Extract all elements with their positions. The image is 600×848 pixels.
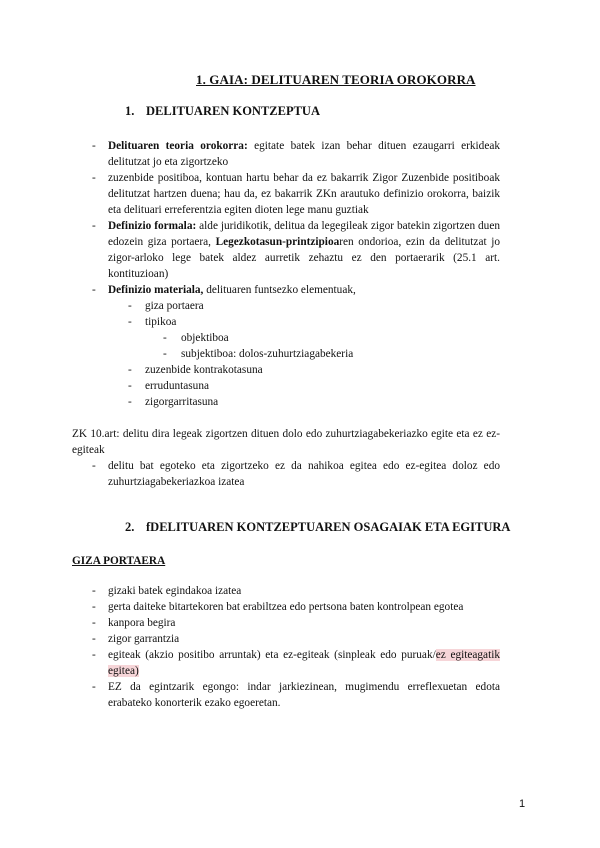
bullet-definizio-materiala	[108, 282, 500, 298]
section-2-heading: fDELITUAREN KONTZEPTUAREN OSAGAIAK ETA EGITURA	[146, 520, 511, 534]
bullet-text: egitate batek izan behar dituen ezaugarri erkideak delitutzat jo eta zigortzeko	[108, 140, 500, 168]
bullet-text: delituaren funtsezko elementuak,	[203, 284, 356, 296]
list-item-ez-da-egintzarik: EZ da egintzarik egongo: indar jarkiezinean, mugimendu erreflexuetan edota erabateko konorterik ezako egoeretan.	[108, 681, 500, 709]
list-item-egiteak	[108, 647, 500, 679]
bullet-text: egiteak (akzio positibo arruntak) eta ez-egiteak (sinpleak edo puruak/	[108, 649, 436, 661]
sub-sub-item: objektiboa	[181, 332, 229, 344]
bullet-dash: -	[128, 364, 132, 376]
bullet-dash: -	[92, 140, 96, 152]
bullet-dash: -	[128, 316, 132, 328]
bullet-zuzenbide-positiboa: zuzenbide positiboa, kontuan hartu behar da ez bakarrik Zigor Zuzenbide positiboak delitutzat hartzen duena; hau da, ez bakarrik ZKn arautuko definizio orokorra, baizik eta delituari erreferentzia egiten dioten lege manu guztiak	[108, 172, 500, 216]
bullet-dash: -	[92, 601, 96, 613]
list-item: kanpora begira	[108, 617, 176, 629]
sub-item: giza portaera	[145, 300, 204, 312]
bullet-dash: -	[128, 396, 132, 408]
bullet-text: ren ondorioa, ezin da delitutzat jo zigor-arloko lege batek aldez aurretik zehaztu ez den portaerarik (25.1 art. kontituzioan)	[108, 236, 500, 280]
term-legezkotasun: Legezkotasun-printzipioa	[215, 236, 340, 248]
term-definizio-formala: Definizio formala:	[108, 220, 197, 232]
sub-sub-item: subjektiboa: dolos-zuhurtziagabekeria	[181, 348, 354, 360]
bullet-dash: -	[92, 220, 96, 232]
bullet-dash: -	[92, 460, 96, 472]
section-2-number: 2.	[125, 520, 135, 534]
list-item: gizaki batek egindakoa izatea	[108, 585, 242, 597]
bullet-dash: -	[92, 633, 96, 645]
highlighted-text: ez egiteagatik egitea)	[108, 649, 500, 677]
subheading-giza-portaera: GIZA PORTAERA	[72, 555, 166, 567]
bullet-dash: -	[92, 649, 96, 661]
bullet-dash: -	[128, 380, 132, 392]
term-delituaren-teoria: Delituaren teoria orokorra:	[108, 140, 248, 152]
section-1-heading: DELITUAREN KONTZEPTUA	[146, 104, 320, 118]
page-title: 1. GAIA: DELITUAREN TEORIA OROKORRA	[196, 72, 476, 87]
bullet-dash: -	[92, 284, 96, 296]
page-number: 1	[519, 798, 526, 810]
bullet-dash: -	[92, 172, 96, 184]
bullet-dash: -	[92, 617, 96, 629]
list-item: zigor garrantzia	[108, 633, 180, 645]
zk-bullet: delitu bat egoteko eta zigortzeko ez da nahikoa egitea edo ez-egitea doloz edo zuhurtziagabekeriazkoa izatea	[108, 460, 500, 488]
bullet-dash: -	[128, 300, 132, 312]
bullet-dash: -	[92, 585, 96, 597]
sub-item: erruduntasuna	[145, 380, 209, 392]
sub-item: tipikoa	[145, 316, 177, 328]
term-definizio-materiala: Definizio materiala,	[108, 284, 204, 296]
bullet-delituaren-teoria	[108, 138, 500, 170]
list-item: gerta daiteke bitartekoren bat erabiltzea edo pertsona baten kontrolpean egotea	[108, 601, 464, 613]
bullet-text: alde juridikotik, delitua da legegileak zigor batekin zigortzen duen edozein giza portaera,	[108, 220, 500, 248]
zk-paragraph: ZK 10.art: delitu dira legeak zigortzen dituen dolo edo zuhurtziagabekeriazko egite eta ez ez-egiteak	[72, 428, 500, 456]
bullet-dash: -	[92, 681, 96, 693]
section-1-number: 1.	[125, 104, 135, 118]
sub-item: zigorgarritasuna	[145, 396, 219, 408]
bullet-dash: -	[163, 332, 167, 344]
bullet-dash: -	[163, 348, 167, 360]
bullet-definizio-formala	[108, 218, 500, 282]
sub-item: zuzenbide kontrakotasuna	[145, 364, 263, 376]
